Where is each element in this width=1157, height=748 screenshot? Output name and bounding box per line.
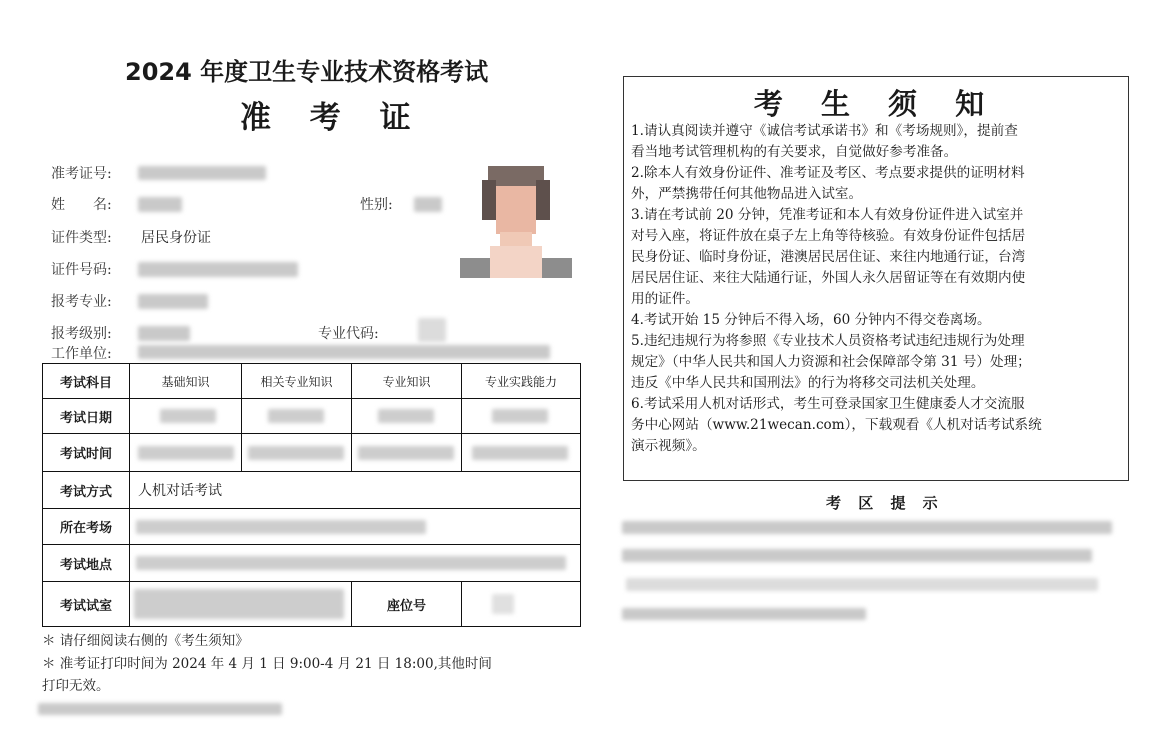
time-cell	[130, 434, 242, 472]
area-hint-line	[622, 549, 1092, 562]
subject-practice: 专业实践能力	[462, 364, 581, 399]
name-label: 姓 名:	[51, 197, 112, 213]
date-cell	[130, 399, 242, 434]
footnote-read-notice: ＊ 请仔细阅读右侧的《考生须知》	[42, 633, 249, 649]
seat-label: 座位号	[352, 582, 462, 627]
workplace-label: 工作单位:	[51, 346, 112, 362]
id-number-value	[138, 262, 298, 277]
level-label: 报考级别:	[51, 326, 112, 342]
notice-line: 2.除本人有效身份证件、准考证及考区、考点要求提供的证明材料	[631, 165, 1025, 181]
time-cell	[462, 434, 581, 472]
notice-line: 看当地考试管理机构的有关要求，自觉做好参考准备。	[631, 144, 958, 160]
footnote-print-time-cont: 打印无效。	[42, 678, 110, 694]
date-cell	[462, 399, 581, 434]
notice-line: 4.考试开始 15 分钟后不得入场，60 分钟内不得交卷离场。	[631, 312, 991, 328]
notice-line: 民身份证、临时身份证，港澳居民居住证、来往内地通行证，台湾	[631, 249, 1026, 265]
notice-line: 用的证件。	[631, 291, 699, 307]
date-cell	[352, 399, 462, 434]
name-value	[138, 197, 182, 212]
subject-professional: 专业知识	[352, 364, 462, 399]
notice-line: 居民居住证、来往大陆通行证，外国人永久居留证等在有效期内使	[631, 270, 1026, 286]
exam-schedule-table	[42, 363, 581, 627]
workplace-value	[138, 345, 550, 359]
ticket-heading: 准 考 证	[240, 100, 425, 136]
subject-label: 考试科目	[43, 364, 130, 399]
subject-basic: 基础知识	[130, 364, 242, 399]
id-type-value: 居民身份证	[141, 230, 211, 246]
time-row	[43, 434, 581, 472]
method-value: 人机对话考试	[130, 472, 581, 509]
ticket-number-label: 准考证号:	[51, 166, 112, 182]
method-label: 考试方式	[43, 472, 130, 509]
exam-area-hint-title: 考 区 提 示	[826, 494, 944, 512]
notice-line: 1.请认真阅读并遵守《诚信考试承诺书》和《考场规则》，提前查	[631, 123, 1018, 139]
date-label: 考试日期	[43, 399, 130, 434]
location-value	[130, 545, 581, 582]
location-row	[43, 545, 581, 582]
area-hint-line	[626, 578, 1098, 591]
time-cell	[352, 434, 462, 472]
candidate-notice-box	[623, 76, 1129, 481]
notice-body	[631, 121, 1121, 457]
id-type-label: 证件类型:	[51, 230, 112, 246]
print-footer-obscured	[38, 703, 282, 715]
notice-line: 演示视频》。	[631, 438, 706, 454]
notice-line: 违反《中华人民共和国刑法》的行为将移交司法机关处理。	[631, 375, 985, 391]
exam-title: 2024 年度卫生专业技术资格考试	[125, 58, 489, 86]
notice-line: 3.请在考试前 20 分钟，凭准考证和本人有效身份证件进入试室并	[631, 207, 1024, 223]
id-number-label: 证件号码:	[51, 262, 112, 278]
major-label: 报考专业:	[51, 294, 112, 310]
method-row	[43, 472, 581, 509]
notice-line: 外，严禁携带任何其他物品进入试室。	[631, 186, 863, 202]
area-hint-line	[622, 608, 866, 620]
location-label: 考试地点	[43, 545, 130, 582]
footnote-print-time: ＊ 准考证打印时间为 2024 年 4 月 1 日 9:00-4 月 21 日 18:00,其他时间	[42, 656, 492, 672]
notice-line: 6.考试采用人机对话形式，考生可登录国家卫生健康委人才交流服	[631, 396, 1025, 412]
area-hint-line	[622, 521, 1112, 534]
gender-label: 性别:	[360, 197, 393, 213]
major-code-label: 专业代码:	[318, 326, 379, 342]
time-label: 考试时间	[43, 434, 130, 472]
notice-line: 对号入座，将证件放在桌子左上角等待核验。有效身份证件包括居	[631, 228, 1026, 244]
level-value	[138, 326, 190, 341]
candidate-photo	[460, 166, 572, 278]
ticket-number-value	[138, 166, 266, 180]
seat-value	[462, 582, 581, 627]
subjects-row	[43, 364, 581, 399]
notice-line: 务中心网站（www.21wecan.com），下载观看《人机对话考试系统	[631, 417, 1042, 433]
venue-value	[130, 509, 581, 545]
room-row	[43, 582, 581, 627]
gender-value	[414, 197, 442, 212]
subject-related: 相关专业知识	[242, 364, 352, 399]
notice-line: 规定》（中华人民共和国人力资源和社会保障部令第 31 号）处理；	[631, 354, 1031, 370]
notice-title: 考 生 须 知	[753, 87, 999, 121]
time-cell	[242, 434, 352, 472]
major-code-value	[418, 318, 446, 342]
room-label: 考试试室	[43, 582, 130, 627]
date-cell	[242, 399, 352, 434]
venue-row	[43, 509, 581, 545]
date-row	[43, 399, 581, 434]
notice-line: 5.违纪违规行为将参照《专业技术人员资格考试违纪违规行为处理	[631, 333, 1025, 349]
major-value	[138, 294, 208, 309]
venue-label: 所在考场	[43, 509, 130, 545]
room-value	[130, 582, 352, 627]
